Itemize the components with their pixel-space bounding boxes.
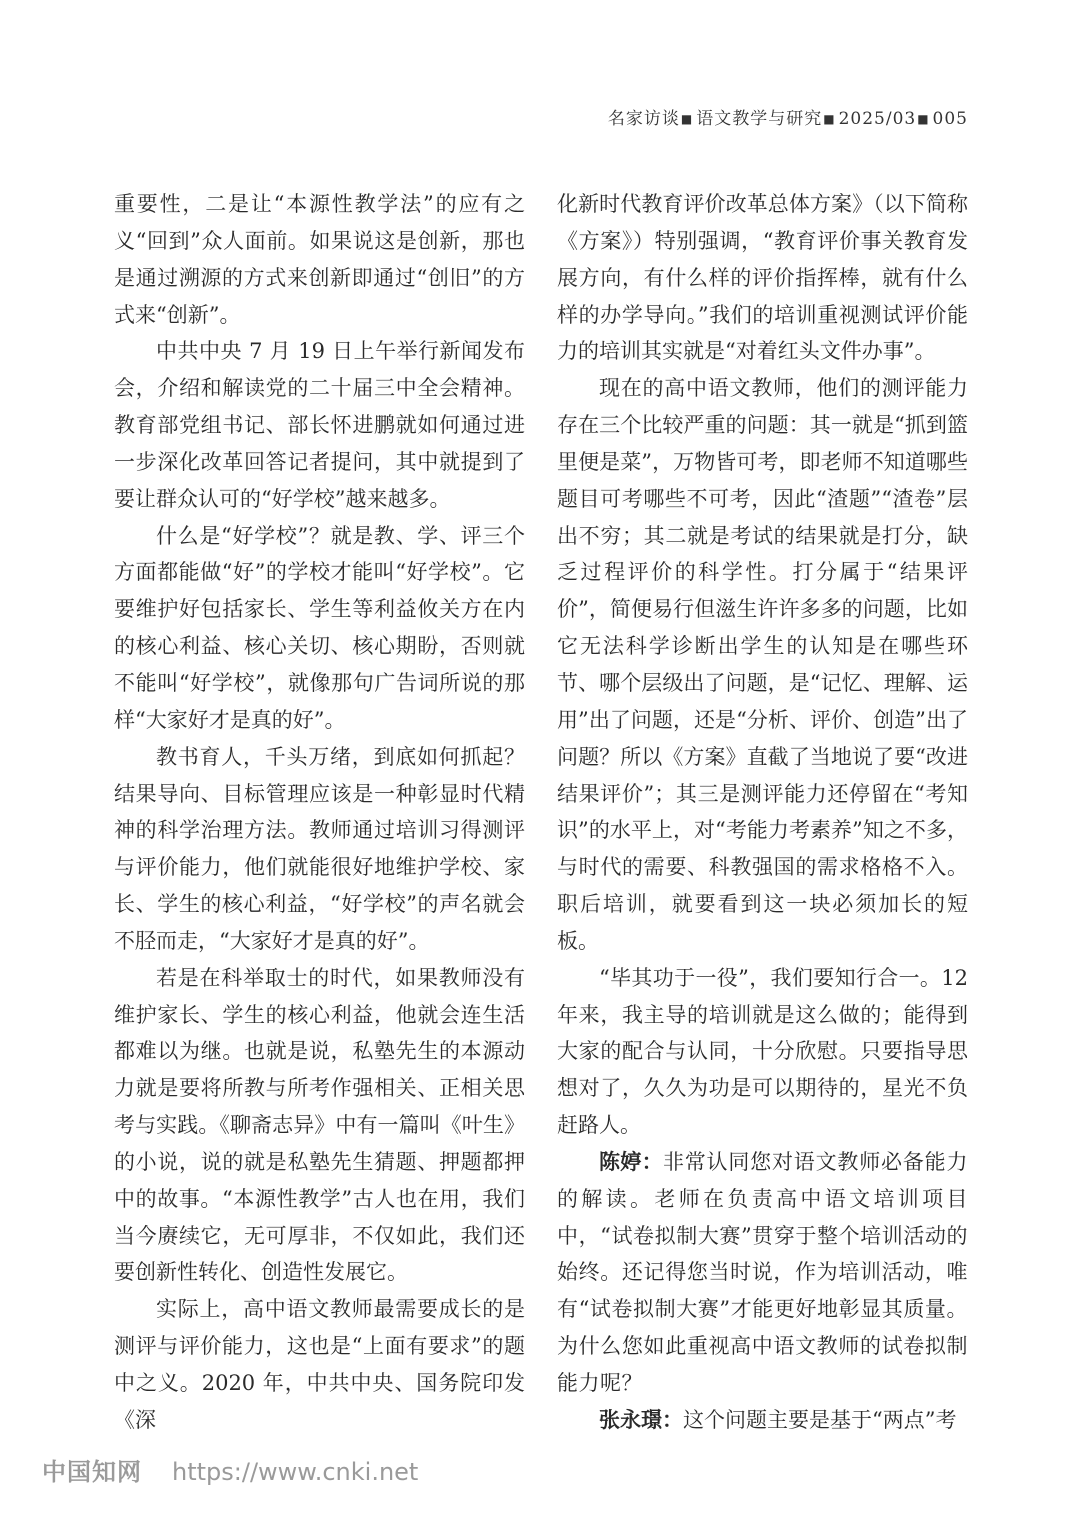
- paragraph-continuation: 化新时代教育评价改革总体方案》（以下简称《方案》）特别强调，“教育评价事关教育发展方向，有什么样的评价指挥棒，就有什么样的办学导向。”我们的培训重视测试评价能力的培训其实就是“对着红头文件办事”。: [557, 192, 968, 364]
- cnki-url: https://www.cnki.net: [172, 1458, 419, 1486]
- right-text-column: [557, 186, 968, 1439]
- header-separator: ■: [680, 112, 694, 126]
- header-issue: 2025/03: [838, 109, 917, 129]
- running-header: [608, 104, 968, 129]
- interviewer-question: [557, 1144, 968, 1402]
- paragraph-continuation: 重要性，二是让“本源性教学法”的应有之义“回到”众人面前。如果说这是创新，那也是通过溯源的方式来创新即通过“创旧”的方式来“创新”。: [114, 192, 525, 327]
- watermark: [42, 1452, 418, 1487]
- paragraph: 若是在科举取士的时代，如果教师没有维护家长、学生的核心利益，他就会连生活都难以为继。也就是说，私塾先生的本源动力就是要将所教与所考作强相关、正相关思考与实践。《聊斋志异》中有一篇叫《叶生》的小说，说的就是私塾先生猜题、押题都押中的故事。“本源性教学”古人也在用，我们当今赓续它，无可厚非，不仅如此，我们还要创新性转化、创造性发展它。: [114, 965, 525, 1285]
- answer-text: 这个问题主要是基于“两点”考: [683, 1407, 957, 1432]
- paragraph: 实际上，高中语文教师最需要成长的是测评与评价能力，这也是“上面有要求”的题中之义。2020 年，中共中央、国务院印发《深: [114, 1297, 525, 1432]
- header-column-name: 名家访谈: [607, 109, 680, 129]
- header-separator: ■: [917, 112, 930, 126]
- paragraph: “毕其功于一役”，我们要知行合一。12 年来，我主导的培训就是这么做的；能得到大家的配合与认同，十分欣慰。只要指导思想对了，久久为功是可以期待的，星光不负赶路人。: [557, 965, 968, 1138]
- header-page-number: 005: [932, 109, 968, 129]
- interviewee-answer: [557, 1402, 968, 1439]
- header-separator: ■: [823, 112, 836, 126]
- question-text: 非常认同您对语文教师必备能力的解读。老师在负责高中语文培训项目中，“试卷拟制大赛”贯穿于整个培训活动的始终。还记得您当时说，作为培训活动，唯有“试卷拟制大赛”才能更好地彰显其质量。为什么您如此重视高中语文教师的试卷拟制能力呢？: [557, 1149, 968, 1395]
- paragraph: 中共中央 7 月 19 日上午举行新闻发布会，介绍和解读党的二十届三中全会精神。教育部党组书记、部长怀进鹏就如何通过进一步深化改革回答记者提问，其中就提到了要让群众认可的“好学校”越来越多。: [114, 339, 525, 511]
- header-journal-name: 语文教学与研究: [696, 109, 823, 129]
- left-text-column: [114, 186, 525, 1439]
- speaker-name: 陈婷：: [599, 1149, 663, 1174]
- speaker-name: 张永璟：: [599, 1407, 683, 1432]
- paragraph: 现在的高中语文教师，他们的测评能力存在三个比较严重的问题：其一就是“抓到篮里便是菜”，万物皆可考，即老师不知道哪些题目可考哪些不可考，因此“渣题”“渣卷”层出不穷；其二就是考试的结果就是打分，缺乏过程评价的科学性。打分属于“结果评价”，简便易行但滋生许许多多的问题，比如它无法科学诊断出学生的认知是在哪些环节、哪个层级出了问题，是“记忆、理解、运用”出了问题，还是“分析、评价、创造”出了问题？所以《方案》直截了当地说了要“改进结果评价”；其三是测评能力还停留在“考知识”的水平上，对“考能力考素养”知之不多，与时代的需要、科教强国的需求格格不入。职后培训，就要看到这一块必须加长的短板。: [557, 376, 968, 953]
- cnki-logo-text: 中国知网: [42, 1458, 142, 1486]
- paragraph: 什么是“好学校”？就是教、学、评三个方面都能做“好”的学校才能叫“好学校”。它要维护好包括家长、学生等利益攸关方在内的核心利益、核心关切、核心期盼，否则就不能叫“好学校”，就像那句广告词所说的那样“大家好才是真的好”。: [114, 523, 525, 732]
- paragraph: 教书育人，千头万绪，到底如何抓起？结果导向、目标管理应该是一种彰显时代精神的科学治理方法。教师通过培训习得测评与评价能力，他们就能很好地维护学校、家长、学生的核心利益，“好学校”的声名就会不胫而走，“大家好才是真的好”。: [114, 744, 525, 953]
